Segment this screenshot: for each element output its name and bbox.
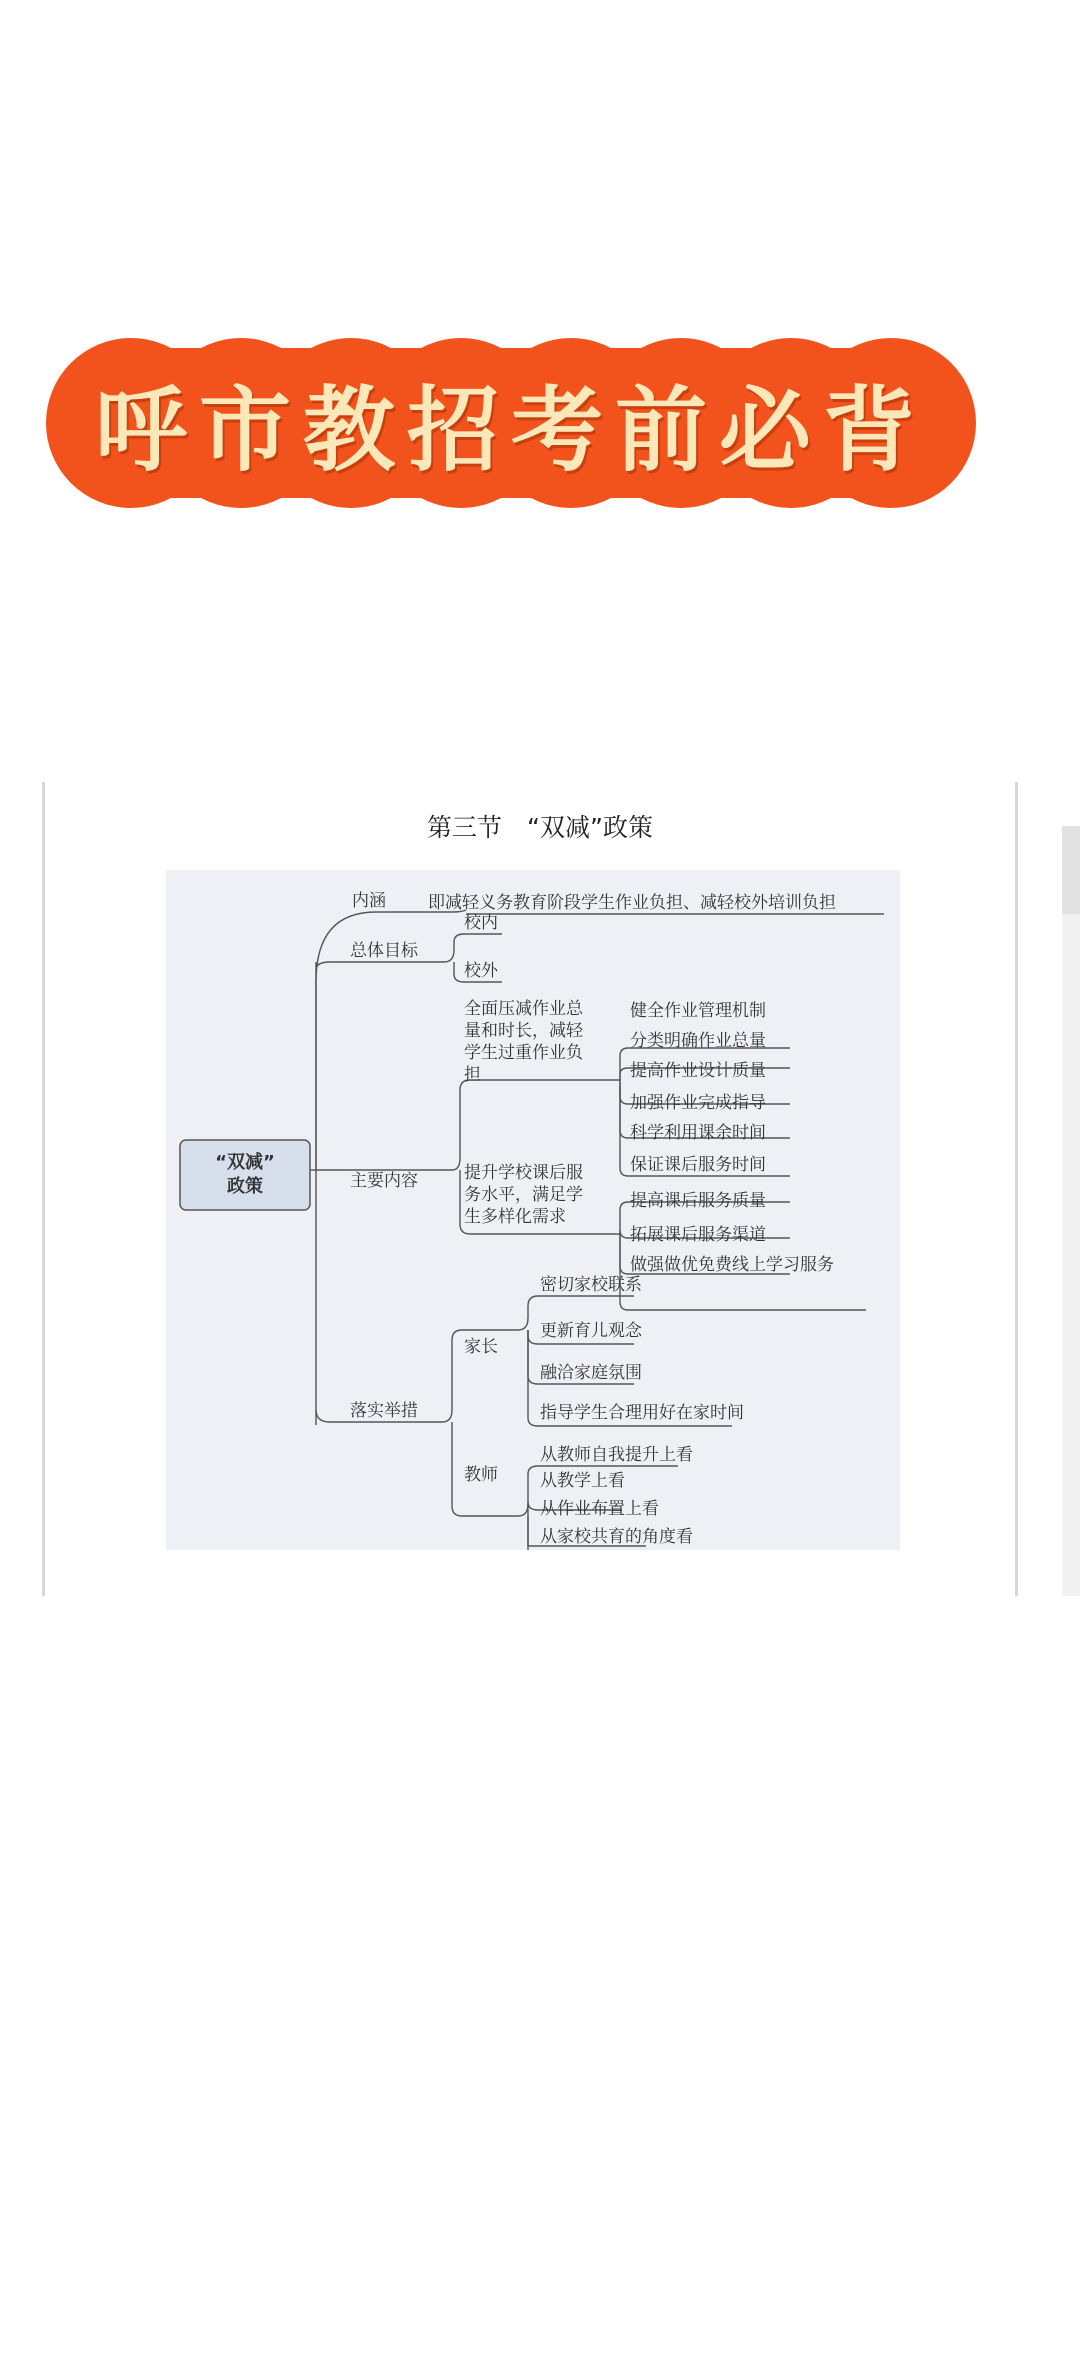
jiaoshi-item: 从教师自我提升上看 <box>540 1445 693 1465</box>
jiaoshi-item: 从教学上看 <box>540 1471 625 1491</box>
zhuyao-sub1-line: 担 <box>464 1065 481 1085</box>
zhuyao-sub2-line: 生多样化需求 <box>464 1207 566 1227</box>
zhuyao-sub2-item: 做强做优免费线上学习服务 <box>630 1255 834 1275</box>
banner-title: 呼市教招考前必背 <box>94 376 927 484</box>
zhuyao-sub1-line: 全面压减作业总 <box>464 999 583 1019</box>
zhuyao-sub2-line: 提升学校课后服 <box>464 1163 583 1183</box>
zhuyao-sub1-item: 分类明确作业总量 <box>630 1031 766 1051</box>
jiazhang-item: 更新育儿观念 <box>540 1321 642 1341</box>
zhuyao-sub1-line: 量和时长，减轻 <box>464 1021 583 1041</box>
page-edge <box>42 782 45 1596</box>
jiaoshi-item: 从作业布置上看 <box>540 1499 659 1519</box>
jiazhang-label: 家长 <box>464 1337 498 1357</box>
zhuyao-label: 主要内容 <box>350 1171 418 1191</box>
zhuyao-sub1-item: 加强作业完成指导 <box>630 1093 766 1113</box>
root-line-1: “双减” <box>215 1152 275 1173</box>
zhuyao-sub2-item: 拓展课后服务渠道 <box>630 1225 766 1245</box>
mindmap <box>166 870 900 1550</box>
root-node <box>180 1140 310 1210</box>
zhuyao-sub1-item: 提高作业设计质量 <box>630 1061 766 1081</box>
page-edge <box>1015 782 1018 1596</box>
zhuyao-sub1-line: 学生过重作业负 <box>464 1043 583 1063</box>
jiazhang-item: 指导学生合理用好在家时间 <box>540 1403 744 1423</box>
zhuyao-sub2-item: 保证课后服务时间 <box>630 1155 766 1175</box>
mindmap-panel <box>166 870 900 1550</box>
neihan-text: 即减轻义务教育阶段学生作业负担、减轻校外培训负担 <box>428 893 836 913</box>
zhuyao-sub1-item: 科学利用课余时间 <box>630 1123 766 1143</box>
zhuyao-sub2-item: 提高课后服务质量 <box>630 1191 766 1211</box>
mubiao-label: 总体目标 <box>350 941 418 961</box>
jiaoshi-label: 教师 <box>464 1465 498 1485</box>
mubiao-item: 校外 <box>464 961 498 981</box>
zhuyao-sub2-line: 务水平，满足学 <box>464 1185 583 1205</box>
section-title: 第三节 “双减”政策 <box>427 813 653 842</box>
root-line-2: 政策 <box>227 1176 263 1197</box>
luoshi-label: 落实举措 <box>350 1401 418 1421</box>
jiaoshi-item: 从家校共育的角度看 <box>540 1527 693 1547</box>
mubiao-item: 校内 <box>464 913 498 933</box>
title-banner <box>46 338 976 508</box>
next-page-peek <box>1062 826 1080 1596</box>
jiazhang-item: 密切家校联系 <box>540 1275 642 1295</box>
zhuyao-sub1-item: 健全作业管理机制 <box>630 1001 766 1021</box>
jiazhang-item: 融洽家庭氛围 <box>540 1363 642 1383</box>
neihan-label: 内涵 <box>352 891 386 911</box>
